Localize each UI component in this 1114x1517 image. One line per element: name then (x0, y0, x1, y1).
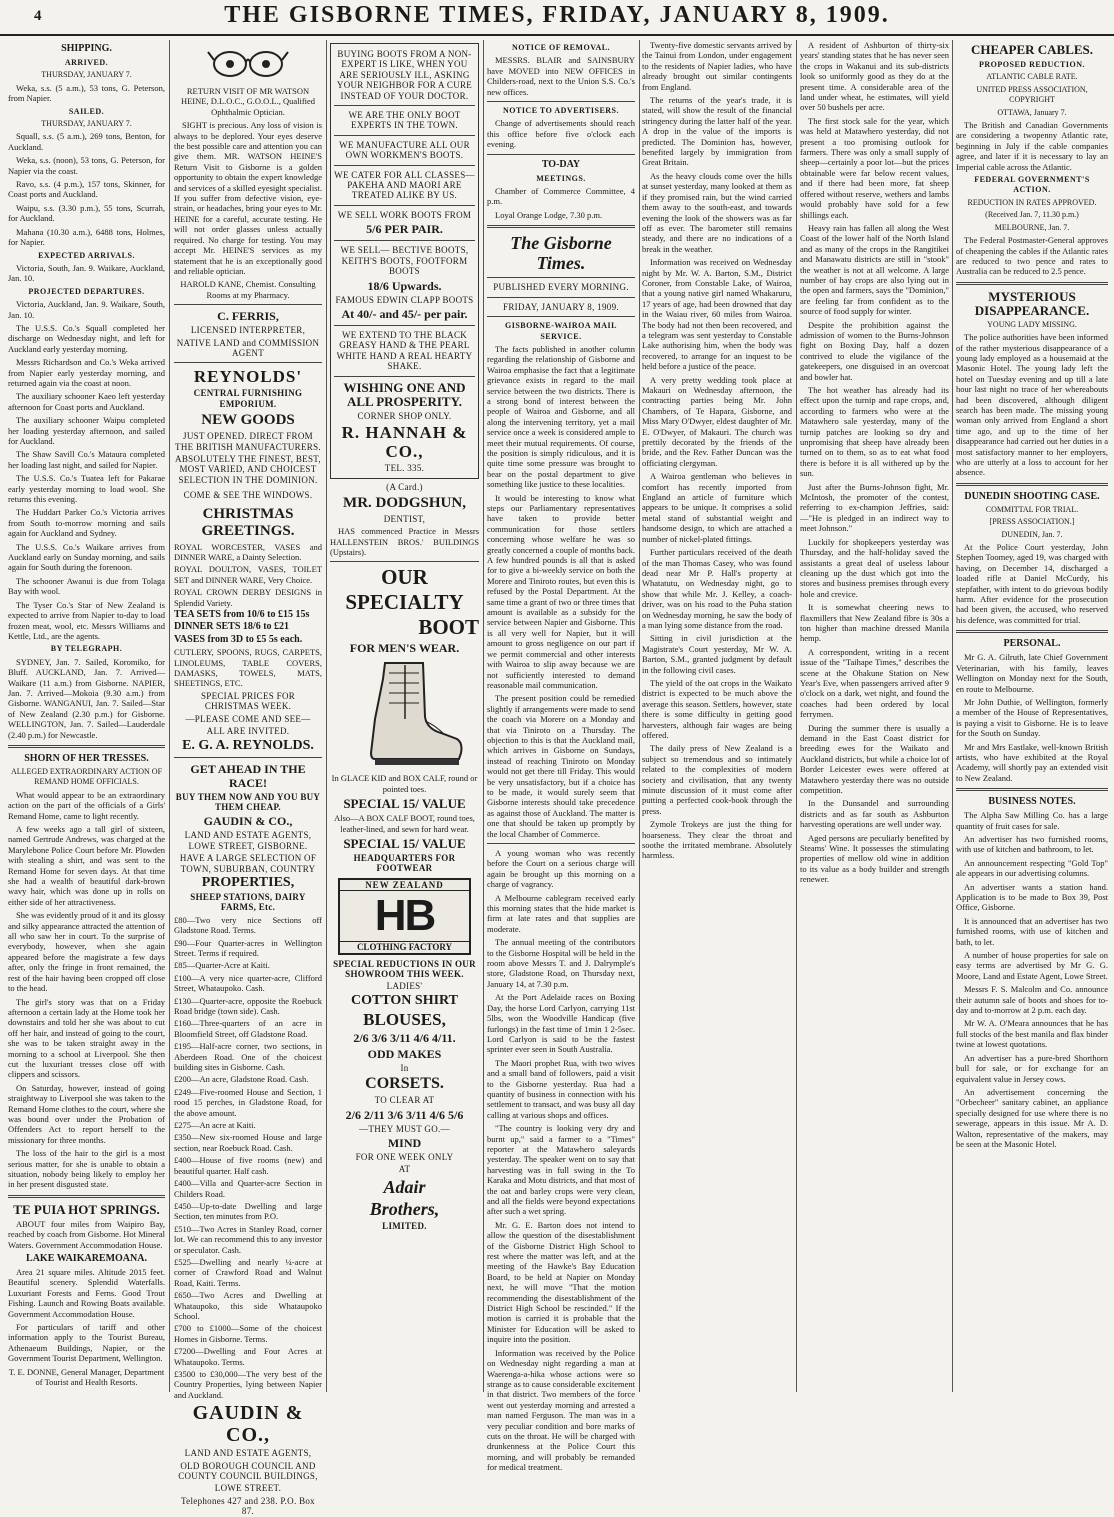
gaudin-footer: LAND AND ESTATE AGENTS, (184, 1448, 312, 1459)
news-paragraph: The annual meeting of the contributors to the Gisborne Hospital will be held in the room above Messrs T. and J. Dalrymple's store, Gladstone Road, on Thursday next, January 14, at 7.30 p.m. (487, 937, 635, 989)
hb-corset-prices: 2/6 2/11 3/6 3/11 4/6 5/6 (345, 1107, 464, 1122)
te-puia-heading: TE PUIA HOT SPRINGS. (13, 1201, 160, 1217)
arrived-date: THURSDAY, JANUARY 7. (41, 70, 132, 80)
property-listing: £510—Two Acres in Stanley Road, corner lot. We can recommend this to any investor or speculator. Cash. (174, 1223, 322, 1255)
shipping-news: The Shaw Savill Co.'s Mataura completed her loading last night, and sailed for Napier. (8, 449, 165, 470)
hb-logo-top: NEW ZEALAND (340, 880, 469, 891)
property-listing: £525—Dwelling and nearly ¼-acre at corner of Crawford Road and Walnut Road, Kaiti. Terms. (174, 1256, 322, 1288)
hb-boot: BOOT (418, 615, 479, 640)
advertisers-heading: NOTICE TO ADVERTISERS. (502, 106, 619, 116)
meetings-heading: MEETINGS. (536, 173, 586, 183)
hb-clear: TO CLEAR AT (374, 1095, 435, 1106)
federal-heading: FEDERAL GOVERNMENT'S ACTION. (974, 175, 1090, 195)
boots-extend: WE EXTEND TO THE BLACK GREASY HAND & THE PEARL WHITE HAND A REAL HEARTY SHAKE. (336, 329, 473, 372)
hb-logo (338, 878, 471, 955)
optician-body: SIGHT is precious. Any loss of vision is always to be deplored. Your eyes deserve the best possible care and attention you can give them. MR. WATSON HEINE'S Return Visit to Gisborne is a golden opportunity to obtain the expert knowledge and services of a skilled eyesight specialist. If you suffer from defective vision, eye-strain, or headaches, bring your eyes to Mr. HEINE for a careful, accurate testing. He will not order glasses unless actually required. No charge for testing. You may accept Mr. HEINE'S services as my statement that he is an exceptionally good and reliable optician. (174, 120, 322, 276)
news-paragraph: Information was received by the Police on Wednesday night regarding a man at Waerenga-a-hika whose actions were so strange as to cause considerable excitement in that district. Two members of the force went out yesterday morning and arrested a man named Ferguson. The man was in a very peculiar condition and bore marks of cuts on the throat. He will be charged with drunkenness at the Police Court this morning, and will probably be remanded for medical treatment. (487, 1347, 635, 1473)
column-rule (483, 40, 484, 1392)
hb-logo-mark: HB (374, 891, 435, 941)
article-paragraph: She was evidently proud of it and its glossy and silky appearance attracted the attention of all who saw her in court. To the surprise of everybody, however, when she again appeared before the magistrate a few days after, only the fringe in front remained, the rest of the hair having been cropped off close to the head. (8, 910, 165, 994)
mystery-sub: YOUNG LADY MISSING. (987, 319, 1077, 329)
column-1 (8, 40, 165, 1392)
hb-blouse-prices: 2/6 3/6 3/11 4/6 4/11. (353, 1030, 456, 1045)
removal-text: MESSRS. BLAIR and SAINSBURY have MOVED into NEW OFFICES in Childers-road, next to the Union S.S. Co.'s new offices. (487, 55, 635, 97)
reynolds-signature: E. G. A. REYNOLDS. (182, 737, 314, 753)
boots-famous-price: At 40/- and 45/- per pair. (341, 306, 468, 321)
property-listing: £200—An acre, Gladstone Road. Cash. (174, 1074, 309, 1085)
article-paragraph: A few weeks ago a tall girl of sixteen, named Gertrude Andrews, was charged at the Marylebone Police Court before Mr. Plowden with stealing a shirt, and was sent to the Remand Home for seven days. At that time she had a wealth of beautiful dark-brown wavy hair, which was done up in rolls on either side of her attractiveness. (8, 824, 165, 907)
boots-corner: CORNER SHOP ONLY. (357, 410, 452, 421)
tresses-subheading: ALLEGED EXTRAORDINARY ACTION OF REMAND HOME OFFICIALS. (10, 766, 163, 787)
property-listing: £350—New six-roomed House and large section, near Roebuck Road. Cash. (174, 1132, 322, 1153)
property-listing: £3500 to £30,000—The very best of the Country Properties, lying between Napier and Auckland. (174, 1369, 322, 1400)
hb-corsets: CORSETS. (365, 1075, 444, 1093)
paper-name: The Gisborne Times. (510, 233, 612, 274)
hb-one-week: FOR ONE WEEK ONLY (355, 1152, 454, 1163)
news-paragraph: The daily press of New Zealand is a subject so tremendous and so intimately related to the complexities of modern society and civilisation, that any twenty minute discussion of it must come after putting a perfected cook-book through the press. (642, 743, 792, 816)
boots-price-upwards: 18/6 Upwards. (367, 278, 442, 293)
article-paragraph: The girl's story was that on a Friday afternoon a certain lady at the Home took her downstairs and told her she was about to cut off her hair, and instead of going to the court, she was to be taken straight away in the morning to a school at Liverpool. She then cut the luxuriant tresses close off with clippers and scissors. (8, 996, 165, 1080)
lake-text: Area 21 square miles. Altitude 2015 feet. Beautiful scenery. Splendid Waterfalls. Luxuriant Forests and Ferns. Good Trout Fishing. Launch and Rowing Boats available. Government Accommodation House. (8, 1267, 165, 1319)
shipping-news: The auxiliary schooner Waipu completed her loading yesterday afternoon, and sailed for Auckland. (8, 415, 165, 446)
please-come: —PLEASE COME AND SEE— (185, 713, 311, 724)
divider (334, 325, 475, 326)
property-listing: £400—House of five rooms (new) and beautiful quarter. Half cash. (174, 1155, 322, 1176)
personal-item: Mr G. A. Gilruth, late Chief Government Veterinarian, with his family, leaves Wellington on Monday next for the South, en route to Melbourne. (956, 652, 1108, 694)
optician-signature: HAROLD KANE, Chemist. Consulting Rooms at my Pharmacy. (180, 279, 316, 300)
federal-sub: REDUCTION IN RATES APPROVED. (967, 197, 1097, 207)
ferris-line: LICENSED INTERPRETER, (190, 325, 306, 336)
gaudin-footer: LOWE STREET. (214, 1483, 282, 1494)
lake-heading: LAKE WAIKAREMOANA. (26, 1253, 147, 1265)
gaudin-sheep: SHEEP STATIONS, DAIRY FARMS, Etc. (190, 891, 306, 913)
property-listing: £160—Three-quarters of an acre in Bloomfield Street, off Gladstone Road. (174, 1018, 322, 1039)
hb-specialty: SPECIALTY (345, 590, 464, 615)
gaudin-footer-name: GAUDIN & CO., (192, 1402, 304, 1447)
te-puia-signature: T. E. DONNE, General Manager, Department of Tourist and Health Resorts. (8, 1366, 165, 1388)
column-4 (487, 40, 635, 1473)
reynolds-sub: CENTRAL FURNISHING EMPORIUM. (193, 388, 303, 409)
expected-arrivals-text: Victoria, South, Jan. 9. Waikare, Auckland, Jan. 10. (8, 262, 165, 284)
divider (487, 154, 635, 155)
adair-limited: LIMITED. (382, 1220, 427, 1231)
optician-caption: RETURN VISIT OF MR WATSON HEINE, D.L.O.C., G.O.O.L., Qualified Ophthalmic Optician. (180, 86, 316, 117)
business-item: An announcement respecting "Gold Top" ale appears in our advertising columns. (956, 857, 1108, 879)
hb-logo-bottom: CLOTHING FACTORY (340, 941, 469, 952)
dunedin-sub: COMMITTAL FOR TRIAL. (985, 504, 1079, 514)
goods-text: JUST OPENED. DIRECT FROM THE BRITISH MANUFACTURERS. (175, 431, 321, 452)
property-listing: £195—Half-acre corner, two sections, in Aberdeen Road. One of the choicest building sites in Gisborne. Cash. (174, 1041, 322, 1073)
divider (487, 101, 635, 102)
shipping-news: The U.S.S. Co.'s Waikare arrives from Auckland early on Sunday morning, and sails again for South during the forenoon. (8, 541, 165, 573)
business-item: An advertisement concerning the "Orbecheer" sanitary cabinet, an appliance specially designed for use where there is no sewerage, appears in this issue. Mr A. D. Walton, representative of the makers, may be seen at the Masonic Hotel. (956, 1086, 1108, 1149)
divider (487, 225, 635, 228)
gaudin-properties: PROPERTIES, (201, 874, 295, 890)
shipping-news: The U.S.S. Co.'s Squall completed her discharge on Wednesday night, and left for Auckland early yesterday morning. (8, 322, 165, 354)
dunedin-source: [PRESS ASSOCIATION.] (989, 517, 1075, 527)
divider (334, 205, 475, 206)
article-paragraph: What would appear to be an extraordinary action on the part of the officials of a Girls' Remand Home, came to light recently. (8, 789, 165, 821)
article-paragraph: The loss of the hair to the girl is a most serious matter, for she is unable to obtain a situation, nobody being likely to employ her in her present disgusted state. (8, 1148, 165, 1190)
property-listing: £7200—Dwelling and Four Acres at Whataupoko. Terms. (174, 1346, 322, 1367)
divider (487, 316, 635, 317)
divider (334, 240, 475, 241)
ware-item: ROYAL WORCESTER, VASES and DINNER WARE, a Dainty Selection. (174, 541, 322, 562)
divider (334, 135, 475, 136)
news-paragraph: The yield of the oat crops in the Waikato district is expected to be much above the average this season. Settlers, however, state there is some difficulty in getting good harvesters, although fair wages are being offered. (642, 677, 792, 740)
mystery-heading: MYSTERIOUS DISAPPEARANCE. (974, 288, 1090, 318)
sailed-text: Weka, s.s. (noon), 53 tons, G. Peterson, for Napier via the coast. (8, 155, 165, 176)
hb-in: In (400, 1062, 409, 1073)
column-rule (169, 40, 170, 1392)
news-paragraph: Mr. G. E. Barton does not intend to allow the question of the disestablishment of the Gisborne District High School to rest where the matter was left, and at the meeting of the Hawke's Bay Education Board, to be held at Napier on Monday next, he will move "That the motion recommending the disestablishment of the District High School be rescinded." If the motion is carried it is probable that the Minister for Education will be asked to inquire into the position. (487, 1219, 635, 1345)
news-paragraph: A correspondent, writing in a recent issue of the "Taihape Times," describes the scene at the Ohakune Station on New Year's Eve, when passengers arrived after 9 o'clock on a dark, wet night, and found the coaches had been ordered by local ferrymen. (800, 646, 949, 720)
dinner-sets: DINNER SETS 18/6 to £21 (174, 621, 290, 633)
property-listing: £450—Up-to-date Dwelling and large Section, ten minutes from P.O. (174, 1200, 322, 1222)
article-paragraph: On Saturday, however, instead of going straightway to Liverpool she was taken to the Remand Home clothes to the court, where she was bound over under the Probation of Offenders Act to report herself to the missionary for three months. (8, 1082, 165, 1145)
property-listing: £130—Quarter-acre, opposite the Roebuck Road bridge (town side). Cash. (174, 995, 322, 1016)
divider (174, 757, 322, 758)
dentist-card: (A Card.) (386, 482, 423, 493)
spectacles-icon (208, 44, 288, 82)
property-listing: £90—Four Quarter-acres in Wellington Street. Terms if required. (174, 937, 322, 958)
property-listing: £100—A very nice quarter-acre, Clifford Street, Whataupoko. Cash. (174, 972, 322, 994)
boots-manufacture: WE MANUFACTURE ALL OUR OWN WORKMEN'S BOOTS. (339, 139, 470, 161)
news-paragraph: "The country is looking very dry and burnt up," said a farmer to a "Times" reporter at the Matawhero saleyards yesterday. The speaker went on to say that harvesting was in full swing in the To Karaka and Motu districts, and that most of the oat and barley crops were very clean, and all the fields were beyond expectations after such a wet spring. (487, 1123, 635, 1217)
ferris-name: C. FERRIS, (217, 309, 279, 324)
property-listing: £80—Two very nice Sections off Gladstone Road. Terms. (174, 914, 322, 936)
news-paragraph: Just after the Burns-Johnson fight, Mr. McIntosh, the promoter of the contest, referring to ex-champion Jeffries, said:—"He is pledged in an indirect way to meet Johnson." (800, 481, 949, 534)
dunedin-heading: DUNEDIN SHOOTING CASE. (964, 490, 1100, 502)
property-listing: £249—Five-roomed House and Section, 1 rood 15 perches, in Gladstone Road, for the above amount. (174, 1086, 322, 1118)
shipping-news: The U.S.S. Co.'s Tuatea left for Pakarae early yesterday morning to load wool. She returns this evening. (8, 473, 165, 505)
ware-item: ROYAL CROWN DERBY DESIGNS in Splendid Variety. (174, 587, 322, 608)
hb-cotton: COTTON SHIRT (350, 992, 458, 1008)
hb-our: OUR (381, 565, 428, 590)
gaudin-footer: OLD BOROUGH COUNCIL AND COUNTY COUNCIL BUILDINGS, (178, 1460, 318, 1482)
column-rule (639, 40, 640, 1392)
hb-at: AT (398, 1164, 411, 1175)
divider (8, 1195, 165, 1198)
advertisers-text: Change of advertisements should reach this office before five o'clock each evening. (487, 118, 635, 150)
special-prices: SPECIAL PRICES FOR CHRISTMAS WEEK. (200, 690, 296, 712)
shipping-news: Messrs Richardson and Co.'s Weka arrived from Napier early yesterday morning, and returned again via the coast at noon. (8, 357, 165, 388)
divider (487, 297, 635, 298)
sailed-date: THURSDAY, JANUARY 7. (41, 119, 132, 129)
sailed-heading: SAILED. (68, 106, 105, 116)
meeting-item: Chamber of Commerce Committee, 4 p.m. (487, 186, 635, 207)
news-paragraph: A resident of Ashburton of thirty-six years' standing states that he has never seen the crops in Wakanui and its sub-districts look so uniformly good as they do at the present time. A considerable area of the land under wheat, he estimates, will yield over 50 bushels per acre. (800, 40, 949, 113)
newspaper-title: THE GISBORNE TIMES, FRIDAY, JANUARY 8, 1909. (224, 2, 890, 28)
news-paragraph: Despite the prohibition against the admission of women to the Burns-Johnson fight on Boxing Day, half a dozen contrived to elude the vigilance of the gatekeepers, one disguised in an overcoat and bowler hat. (800, 319, 949, 382)
vases: VASES from 3D to £5 5s each. (174, 633, 303, 645)
business-heading: BUSINESS NOTES. (988, 796, 1076, 808)
column-rule (796, 40, 797, 1392)
federal-received: (Received Jan. 7, 11.30 p.m.) (985, 210, 1079, 220)
divider (330, 561, 479, 562)
tea-sets: TEA SETS from 10/6 to £15 15s (174, 609, 310, 621)
personal-heading: PERSONAL. (1003, 638, 1061, 650)
federal-date: MELBOURNE, Jan. 7. (994, 222, 1070, 232)
tresses-heading: SHORN OF HER TRESSES. (24, 752, 149, 764)
hb-mind: MIND (387, 1136, 422, 1151)
hb-headquarters: HEADQUARTERS FOR FOOTWEAR (353, 853, 456, 874)
boots-experts: WE ARE THE ONLY BOOT EXPERTS IN THE TOWN. (348, 110, 461, 131)
sailed-text: Squall, s.s. (5 a.m.), 269 tons, Benton, for Auckland. (8, 131, 165, 152)
divider (956, 630, 1108, 633)
divider (174, 304, 322, 305)
news-paragraph: A young woman who was recently before the Court on a serious charge will again be brought up this morning on a charge of vagrancy. (487, 848, 635, 890)
goods-text: ABSOLUTELY THE FINEST, BEST, MOST VARIED, AND CHOICEST SELECTION IN THE DOMINION. (175, 453, 321, 485)
business-item: An advertiser has two furnished rooms, with use of kitchen and bathroom, to let. (956, 833, 1108, 855)
news-paragraph: During the summer there is usually a demand in the East Coast district for breeding ewes for the Waikato and Auckland districts, but while a choice lot of Border Leicester ewes were offered at Matawhero yesterday there was no outside competition. (800, 722, 949, 796)
property-listing: £700 to £1000—Some of the choicest Homes in Gisborne. Terms. (174, 1323, 322, 1344)
news-paragraph: In the Dunsandel and surrounding districts and as far south as Ashburton harvesting operations are well under way. (800, 798, 949, 830)
sailed-text: Mahana (10.30 a.m.), 6488 tons, Holmes, for Napier. (8, 226, 165, 248)
ware-item: ROYAL DOULTON, VASES, TOILET SET and DINNER WARE, Very Choice. (174, 564, 322, 585)
mystery-text: The police authorities have been informed of the rather mysterious disappearance of a young lady employed as a housemaid at the Masonic Hotel. The young lady left the hotel on Tuesday evening and up till a late hour last night no trace of her whereabouts had been discovered, although diligent search has been made. The missing young woman only arrived from England a short time ago, and up to the time of her disappearance had carried out her duties in a most satisfactory manner to her employers, who are utterly at a loss to account for her absence. (956, 332, 1108, 478)
hb-also: Also—A BOX CALF BOOT, round toes, leather-lined, and sewn for hard wear. (334, 813, 475, 834)
dunedin-text: At the Police Court yesterday, John Stephen Toomey, aged 19, was charged with having, on December 14, discharged a loaded rifle at Daniel McCurdy, his stepfather, with intent to do grievous bodily harm. After evidence for the prosecution had been given, the accused, who reserved his defence, was committed for trial. (956, 542, 1108, 625)
news-paragraph: Aged persons are peculiarly benefited by Steams' Wine. It possesses the stimulating properties of mellow old wine in addition to its value as a body builder and strength renewer. (800, 832, 949, 885)
property-listing: £650—Two Acres and Dwelling at Whataupoko, this side Whataupoko School. (174, 1290, 322, 1321)
windows-text: COME & SEE THE WINDOWS. (183, 490, 313, 501)
property-listing: £400—Villa and Quarter-acre Section in Childers Road. (174, 1178, 322, 1199)
news-paragraph: It is somewhat cheering news to flaxmillers that New Zealand fibre is 30s a ton higher than machine dressed Manila hemp. (800, 602, 949, 644)
page-number: 4 (34, 8, 42, 24)
hb-special: SPECIAL 15/ VALUE (343, 836, 466, 851)
article-paragraph: The facts published in another column regarding the relationship of Gisborne and Wairoa emphasise the fact that a legitimate grievance exists in regard to the mail service between the two districts. There is a strong bond of interest between the people of Wairoa and Gisborne, and all along the intervening territory, yet a mail service once a week is considered ample to meet their mutual requirements. Of course, the position is simply ridiculous, and it is quite time some pressure was brought to bear on the postal department to give something like justice to these localities. (487, 343, 635, 490)
news-paragraph: Sitting in civil jurisdiction at the Magistrate's Court yesterday, Mr W. A. Barton, S.M., granted judgment by default in the following civil cases. (642, 633, 792, 675)
divider (8, 745, 165, 748)
column-rule (952, 40, 953, 1392)
divider (334, 105, 475, 106)
dunedin-date: DUNEDIN, Jan. 7. (1001, 529, 1063, 539)
projected-departures-heading: PROJECTED DEPARTURES. (28, 286, 145, 296)
shipping-news: The schooner Awanui is due from Tolaga Bay with wool. (8, 575, 165, 597)
dentist-title: DENTIST, (383, 513, 426, 524)
hb-glace: In GLACE KID and BOX CALF, round or pointed toes. (331, 773, 478, 794)
hb-reductions: SPECIAL REDUCTIONS IN OUR SHOWROOM THIS WEEK. (333, 958, 476, 980)
article-paragraph: The present position could be remedied slightly if arrangements were made to send the coach via Morere on a Monday and that via Tiniroto on a Thursday. The objection to this is that the Auckland mail, which arrives in Gisborne on Sundays, instead of reaching Tiniroto on Monday would not get there till Friday. This would be very unsatisfactory, but if a choice has to be made, it would surely seem that Gisborne interests should take precedence as against those of Auckland. The matter is one that should be taken up promptly by the local Chamber of Commerce. (487, 693, 635, 839)
boots-sell: WE SELL WORK BOOTS FROM (337, 209, 472, 220)
te-puia-text: ABOUT four miles from Waipiro Bay, reached by coach from Gisborne. Hot Mineral Waters. Government Accommodation House. (8, 1218, 165, 1250)
arrived-heading: ARRIVED. (64, 58, 109, 67)
divider (334, 165, 475, 166)
hannah-tel: TEL. 335. (384, 462, 425, 473)
ferris-line: NATIVE LAND and COMMISSION AGENT (176, 337, 320, 358)
business-item: Messrs F. S. Malcolm and Co. announce their autumn sale of boots and shoes for to-day and to-morrow at 2 p.m. each day. (956, 984, 1108, 1016)
meeting-item: Loyal Orange Lodge, 7.30 p.m. (495, 209, 603, 220)
federal-text: The Federal Postmaster-General approves of cheapening the cables if the Atlantic rates are reduced to two pence and rates to Australia can be reduced to 2.5 pence. (956, 235, 1108, 277)
business-item: An advertiser has a pure-bred Shorthorn bull for sale, or for exchange for an equivalent value in Jersey cows. (956, 1052, 1108, 1084)
divider (487, 843, 635, 844)
news-paragraph: A Melbourne cablegram received early this morning states that the hide market is firm at late rates and that supplies are moderate. (487, 892, 635, 934)
business-item: A number of house properties for sale on easy terms are advertised by Mr G. G. Moore, Land and Estate Agent, Lowe Street. (956, 950, 1108, 981)
property-listing: £85—Quarter-Acre at Kaiti. (174, 960, 270, 971)
cutlery-text: CUTLERY, SPOONS, RUGS, CARPETS, LINOLEUMS, TABLE COVERS, DAMASKS, TOWELS, MATS, SHEETINGS, ETC. (174, 647, 322, 689)
boot-icon (345, 659, 465, 769)
adair-name: Adair (383, 1176, 426, 1197)
news-paragraph: A Wairoa gentleman who believes in comfort has recently imported from England an article of furniture which appears to be unique. It comprises a solid metal stand of substantial weight and handsome design, to which are attached a number of nickel-plated fittings. (642, 471, 792, 544)
tourist-text: For particulars of tariff and other information apply to the Tourist Bureau, Athenaeum Buildings, Napier, or the Government Tourist Department, Wellington. (8, 1322, 165, 1364)
hb-for-mens: FOR MEN'S WEAR. (349, 641, 460, 656)
new-goods: NEW GOODS (201, 412, 295, 429)
column-7 (956, 40, 1108, 1392)
shipping-news: The Huddart Parker Co.'s Victoria arrives from South to-morrow morning and sails again for Auckland and Sydney. (8, 507, 165, 539)
editorial-date: FRIDAY, JANUARY 8, 1909. (503, 301, 619, 312)
shipping-news: The auxiliary schooner Kaeo left yesterday afternoon for Coast ports and Auckland. (8, 391, 165, 412)
projected-departures-text: Victoria, Auckland, Jan. 9. Waikare, South, Jan. 10. (8, 299, 165, 320)
gaudin-headline: GET AHEAD IN THE RACE! (190, 761, 306, 790)
sailed-text: Ravo, s.s. (4 p.m.), 157 tons, Skinner, for Coast ports and Auckland. (8, 179, 165, 200)
news-paragraph: Luckily for shopkeepers yesterday was Thursday, and the half-holiday saved the assistants a great deal of useless labour cleaning up the dust which got into the stores and business premises through every hole and crevice. (800, 536, 949, 599)
telegraph-text: SYDNEY, Jan. 7. Sailed, Koromiko, for Bluff. AUCKLAND, Jan. 7. Arrived—Waikare (11 a.m.) from Gisborne. NAPIER, Jan. 7. Arrived—Mokoia (9.30 a.m.) from Gisborne. WANGANUI, Jan. 7. Sailed—Star of New Zealand (2.30 p.m.) for Gisborne. WELLINGTON, Jan. 7. Sailed—Lauderdale (2.40 p.m.) for Newcastle. (8, 656, 165, 740)
hb-odd: ODD MAKES (367, 1046, 442, 1061)
cables-sub: PROPOSED REDUCTION. (979, 60, 1085, 69)
shipping-heading: SHIPPING. (61, 43, 112, 54)
news-paragraph: A very pretty wedding took place at Makauri on Wednesday afternoon, the contracting parties being Mr. John Chambers, of Te Hapara, Gisborne, and Miss Mary O'Dwyer, eldest daughter of Mr. E. O'Dwyer, of Makauri. The church was prettily decorated by the friends of the bride, and the Rev. Father Duncan was the officiating clergyman. (642, 374, 792, 468)
divider (956, 483, 1108, 486)
column-3 (330, 40, 479, 1392)
boots-price: 5/6 PER PAIR. (366, 222, 443, 237)
editorial-heading: GISBORNE-WAIROA MAIL SERVICE. (504, 321, 617, 341)
news-paragraph: Further particulars received of the death of the man Thomas Casey, who was found dead near Mr P. Hall's property at Whatatutu, on Wednesday night, go to show that while Mr. J. Kelley, a coach-driver, was on his road to the Puha station on Wednesday morning, he saw the body of a man lying some distance from the road. (642, 547, 792, 630)
news-paragraph: The hot weather has already had its effect upon the turnip and rape crops, and, according to farmers who were at the Matawhero sale yesterday, many of the turnip patches are looking so dry and unpromising that sheep have already been turned on to them, so as to eat what food there is before it is all withered up by the sun. (800, 385, 949, 479)
removal-heading: NOTICE OF REMOVAL. (511, 43, 611, 52)
news-paragraph: Heavy rain has fallen all along the West Coast of the lower half of the North Island and as many of the crops in the Rangitikei and Manawatu districts are still in "stook" the weather is not at all welcome. A large number of hay crops are also lying out in the open and farmers, says the "Dominion," are feeling far from confident as to the source of food supply for winter. (800, 222, 949, 317)
article-paragraph: It would be interesting to know what steps our Parliamentary representatives have taken to provide better communication for those settlers concerning whose welfare he was so greatly concerned a couple of months back. A few hundred pounds is all that is asked for to give a bi-weekly service on both the Morere and Tiniroto routes, but even this is refused by the Postal Department. At the same time a grant of two or three times that amount is available as a subsidy for the service between Napier and Gisborne. This is all very well for Napier, but it will amount to gross negligence on our part if we permit commercial and other interests with Wairoa to slip away because we are not sufficiently interested to demand reasonable mail communication. (487, 492, 635, 690)
gaudin-line: LAND AND ESTATE AGENTS, LOWE STREET, GISBORNE. (184, 830, 312, 851)
news-paragraph: The returns of the year's trade, it is stated, will show the result of the financial stringency during the latter half of the year. A drop in the value of the imports is predicted. The Dominion has, however, benefited largely by immigration from Great Britain. (642, 95, 792, 168)
personal-item: Mr and Mrs Eastlake, well-known British artists, who have exhibited at the Royal Academy, will shortly pay an extended visit to New Zealand. (956, 741, 1108, 783)
divider (334, 376, 475, 377)
divider (956, 788, 1108, 791)
divider (956, 282, 1108, 285)
today-heading: TO-DAY (541, 158, 581, 170)
divider (174, 362, 322, 363)
column-2 (174, 40, 322, 1517)
gaudin-footer: Telephones 427 and 238. P.O. Box 87. (181, 1495, 315, 1517)
masthead (0, 0, 1114, 36)
sailed-text: Waipu, s.s. (3.30 p.m.), 55 tons, Scurrah, for Auckland. (8, 202, 165, 224)
news-paragraph: As the heavy clouds come over the hills at sunset yesterday, many looked at them as if they promised rain, but the wind carried them away to the south-east, and towards evening the look of the showers was as far off as ever. The barometer still remains steady, and there are no indications of a break in the weather. (642, 170, 792, 254)
news-paragraph: The first stock sale for the year, which was held at Matawhero yesterday, did not present a too promising outlook for farmers. There was only a small supply of sheep—certainly a poor lot—but the prices obtainable were far below recent values, and if there had been more, fat sheep offered without reserve, wethers and lambs would probably have sold for a few shillings each. (800, 115, 949, 220)
cables-source: UNITED PRESS ASSOCIATION, COPYRIGHT (976, 84, 1088, 105)
business-item: Mr W. A. O'Meara announces that he has full stocks of the best manila and flax binder twine at lowest quotations. (956, 1018, 1108, 1050)
cables-text: The British and Canadian Governments are considering a twopenny Atlantic rate, beginning in July if the cable companies agree, and later if it is necessary to lay an Imperial cable across the Atlantic. (956, 120, 1108, 172)
all-invited: ALL ARE INVITED. (206, 726, 290, 737)
expected-arrivals-heading: EXPECTED ARRIVALS. (38, 250, 135, 260)
boots-cater: WE CATER FOR ALL CLASSES—PAKEHA AND MAORI ARE TREATED ALIKE BY US. (334, 169, 475, 201)
news-paragraph: At the Port Adelaide races on Boxing Day, the horse Lord Carlyon, carrying 11st 5lbs, won the Woodville Handicap (five furlongs) in the fast time of 1min 1 2-5sec. Lord Carlyon is said to be the fastest sprinter ever seen in South Australia. (487, 992, 635, 1055)
cables-heading: CHEAPER CABLES. (970, 42, 1094, 57)
telegraph-heading: BY TELEGRAPH. (50, 644, 123, 654)
hannah-name: R. HANNAH & CO., (341, 422, 468, 461)
boots-famous: FAMOUS EDWIN CLAPP BOOTS (335, 294, 474, 305)
personal-item: Mr John Duthie, of Wellington, formerly a member of the House of Representatives, is paying a visit to Gisborne. He is to leave for the South on Sunday. (956, 696, 1108, 739)
news-paragraph: Zymole Trokeys are just the thing for hoarseness. They clear the throat and soothe the irritated membrane. Absolutely harmless. (642, 819, 792, 861)
boots-wishing: WISHING ONE AND ALL PROSPERITY. (343, 379, 466, 409)
column-rule (326, 40, 327, 1392)
column-5 (642, 40, 792, 1392)
christmas-greetings: CHRISTMAS GREETINGS. (201, 505, 295, 539)
business-item: The Alpha Saw Milling Co. has a large quantity of fruit cases for sale. (956, 810, 1108, 831)
cables-date: OTTAWA, January 7. (997, 107, 1067, 117)
news-paragraph: Information was received on Wednesday night by Mr. W. A. Barton, S.M., District Coroner, from Constable Lake, of Wairoa, that a young native girl named Whakaruru, 17 years of age, had been drowned that day in the Waiau river, 60 miles from Wairoa. The body had not then been recovered, and a telegram was sent yesterday to Constable Lake authorising him, when the body was recovered, to arrange for an inquest to be held before a justice of the peace. (642, 257, 792, 372)
cables-sub: ATLANTIC CABLE RATE. (986, 72, 1078, 82)
dentist-text: HAS commenced Practice in Messrs HALLENSTEIN BROS.' BUILDINGS (Upstairs). (330, 526, 479, 557)
shipping-news: The Tyser Co.'s Star of New Zealand is expected to arrive from Napier to-day to load frozen meat, wool, etc. Messrs Williams and Kettle, Ltd., are the agents. (8, 599, 165, 641)
adair-name: Brothers, (369, 1198, 440, 1219)
hb-must-go: —THEY MUST GO.— (359, 1123, 450, 1134)
dentist-name: MR. DODGSHUN, (343, 494, 466, 511)
published-line: PUBLISHED EVERY MORNING. (493, 282, 629, 293)
column-6 (800, 40, 949, 1392)
hb-blouses: BLOUSES, (363, 1009, 446, 1029)
business-item: It is announced that an advertiser has two furnished rooms, with use of kitchen and bath, to let. (956, 915, 1108, 947)
gaudin-intro: HAVE A LARGE SELECTION OF TOWN, SUBURBAN, COUNTRY (179, 853, 317, 874)
news-paragraph: Twenty-five domestic servants arrived by the Tainui from London, under engagement to the residents of Napier ladies, who have already brought out similar contingents from England. (642, 40, 792, 92)
property-listing: £275—An acre at Kaiti. (174, 1120, 256, 1131)
arrived-text: Weka, s.s. (5 a.m.), 53 tons, G. Peterson, from Napier. (8, 82, 165, 104)
business-item: An advertiser wants a station hand. Application is to be made to Box 39, Post Office, Gisborne. (956, 881, 1108, 913)
hb-special: SPECIAL 15/ VALUE (343, 796, 466, 812)
news-paragraph: The Maori prophet Rua, with two wives and a small band of followers, paid a visit to the Gisborne yesterday. Rua had a quantity of business in connection with his settlement to transact, and was busy all day calling at various shops and offices. (487, 1057, 635, 1120)
divider (487, 277, 635, 278)
gaudin-name: GAUDIN & CO., (203, 814, 293, 829)
reynolds-name: REYNOLDS' (193, 367, 303, 387)
gaudin-sub: BUY THEM NOW AND YOU BUY THEM CHEAP. (175, 791, 321, 812)
hb-ladies: LADIES' (386, 981, 423, 992)
boots-intro: BUYING BOOTS FROM A NON-EXPERT IS LIKE, WHEN YOU ARE SERIOUSLY ILL, ASKING YOUR NEIGHBOR FOR A CURE INSTEAD OF YOUR DOCTOR. (336, 49, 473, 101)
boots-sell-2: WE SELL— BECTIVE BOOTS, KEITH'S BOOTS, FOOTFORM BOOTS (340, 245, 469, 277)
